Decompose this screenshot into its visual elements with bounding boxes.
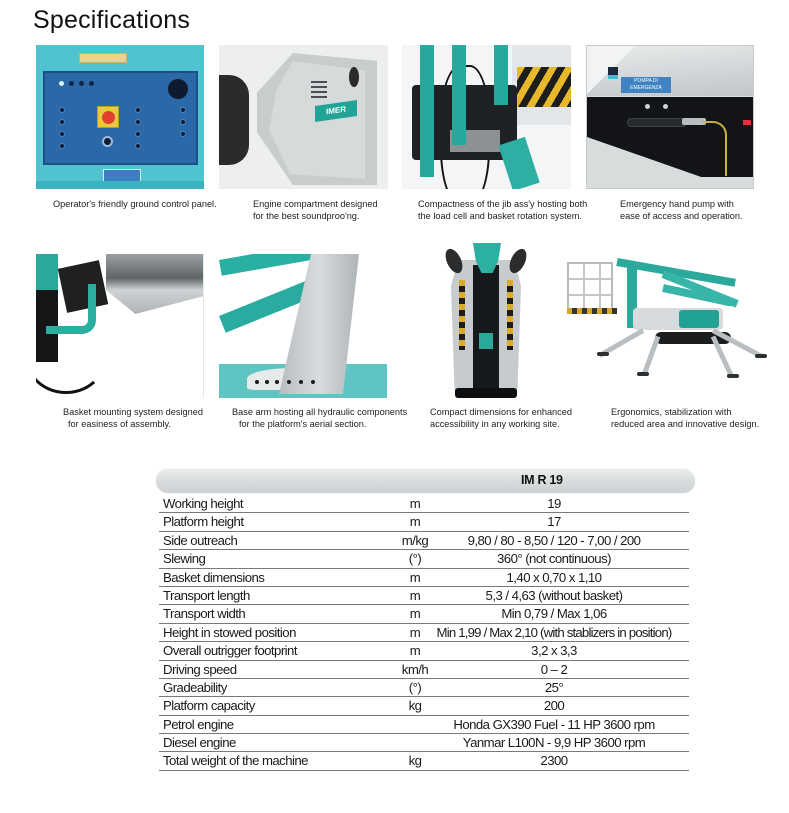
outrigger-foot xyxy=(597,352,609,356)
switch-icon xyxy=(59,107,65,113)
caption-line: Engine compartment designed xyxy=(253,199,378,209)
table-row xyxy=(159,605,689,623)
caption-line: Compact dimensions for enhanced xyxy=(430,407,572,417)
outrigger-leg xyxy=(642,336,660,375)
spec-label: Slewing xyxy=(163,551,206,567)
caption-base-arm xyxy=(232,407,407,430)
spec-value: Honda GX390 Fuel - 11 HP 3600 rpm xyxy=(453,716,655,732)
spec-unit: km/h xyxy=(401,661,429,677)
table-row xyxy=(159,752,689,770)
indicator-led-icon xyxy=(69,81,74,86)
spec-value: 19 xyxy=(547,496,561,511)
bolt-icon xyxy=(275,380,279,384)
spec-label: Petrol engine xyxy=(163,716,234,732)
table-row xyxy=(159,642,689,660)
caption-jib-assembly xyxy=(418,199,587,222)
reservoir-cap xyxy=(608,67,618,79)
table-row xyxy=(159,624,689,642)
spec-value: 17 xyxy=(547,514,561,530)
caption-basket-mounting xyxy=(63,407,203,430)
caption-emergency-pump xyxy=(620,199,743,222)
table-row xyxy=(159,734,689,752)
switch-icon xyxy=(135,119,141,125)
switch-icon xyxy=(135,107,141,113)
spec-value: Min 0,79 / Max 1,06 xyxy=(501,606,607,622)
outrigger-foot xyxy=(727,374,739,378)
caption-control-panel xyxy=(53,199,217,211)
switch-icon xyxy=(180,131,186,137)
page-title: Specifications xyxy=(33,6,191,34)
switch-icon xyxy=(180,119,186,125)
caption-line: Ergonomics, stabilization with xyxy=(611,407,732,417)
switch-icon xyxy=(59,131,65,137)
emergency-pump-photo xyxy=(586,45,754,189)
spec-value: 3,2 x 3,3 xyxy=(531,643,577,659)
basket-mounting-photo xyxy=(36,254,204,398)
bolt-icon xyxy=(311,380,315,384)
ergonomics-stabilization-photo xyxy=(563,248,773,398)
vent-icon xyxy=(311,96,327,98)
spec-value: 25° xyxy=(544,679,564,695)
pump-housing xyxy=(587,97,754,177)
spec-label: Total weight of the machine xyxy=(163,753,308,769)
table-body xyxy=(156,495,696,771)
spec-unit: kg xyxy=(408,753,422,769)
imer-logo: IMER xyxy=(315,100,357,122)
spec-value: 2300 xyxy=(540,753,568,769)
caption-engine-compartment xyxy=(253,199,378,222)
spec-label: Gradeability xyxy=(163,679,227,695)
emergency-label xyxy=(79,53,127,63)
caption-line: Basket mounting system designed xyxy=(63,407,203,417)
imer-logo-icon xyxy=(479,333,493,349)
caption-line: Emergency hand pump with xyxy=(620,199,734,209)
indicator-led-icon xyxy=(89,81,94,86)
spec-unit: m xyxy=(409,643,421,659)
switch-icon xyxy=(180,107,186,113)
specifications-table xyxy=(156,468,696,771)
spec-label: Basket dimensions xyxy=(163,569,265,585)
spec-unit: m xyxy=(409,496,421,511)
table-row xyxy=(159,587,689,605)
caption-ergonomics xyxy=(611,407,759,430)
machine-shadow xyxy=(219,75,249,165)
pump-handle xyxy=(627,118,687,127)
handle-hole xyxy=(349,67,359,87)
hazard-stripes xyxy=(459,280,465,350)
spec-value: 200 xyxy=(543,698,565,714)
model-name: IM R 19 xyxy=(521,473,563,487)
spec-value: 1,40 x 0,70 x 1,10 xyxy=(506,569,602,585)
bolt-icon xyxy=(265,380,269,384)
hydraulic-cable xyxy=(36,324,106,394)
track-base xyxy=(455,388,517,398)
vent-icon xyxy=(311,91,327,93)
jib-arm xyxy=(452,45,466,145)
indicator-led-icon xyxy=(79,81,84,86)
compact-dimensions-photo xyxy=(445,240,527,400)
table-row xyxy=(159,532,689,550)
spec-value: 0 – 2 xyxy=(540,661,568,677)
spec-label: Driving speed xyxy=(163,661,237,677)
caption-compact-dimensions xyxy=(430,407,572,430)
jib-arm xyxy=(494,45,508,105)
ignition-key-icon xyxy=(102,136,113,147)
spec-label: Height in stowed position xyxy=(163,624,296,640)
spec-unit: m xyxy=(409,606,421,622)
spec-label: Diesel engine xyxy=(163,735,236,751)
spec-value: Min 1,99 / Max 2,10 (with stablizers in position) xyxy=(436,624,672,640)
caption-line: for the platform's aerial section. xyxy=(239,418,367,429)
spec-label: Side outreach xyxy=(163,532,238,548)
caption-line: reduced area and innovative design. xyxy=(611,418,760,429)
vent-icon xyxy=(311,81,327,83)
vent-icon xyxy=(311,86,327,88)
spec-value: 5,3 / 4,63 (without basket) xyxy=(485,587,623,603)
control-panel-photo xyxy=(36,45,204,189)
panel-frame xyxy=(36,181,204,189)
spec-unit: (°) xyxy=(408,551,422,567)
spec-unit: (°) xyxy=(408,679,422,695)
spec-label: Platform height xyxy=(163,514,244,530)
spec-unit: m xyxy=(409,624,421,640)
spec-label: Transport length xyxy=(163,587,250,603)
caption-line: Operator's friendly ground control panel. xyxy=(53,199,217,209)
spec-value: Yanmar L100N - 9,9 HP 3600 rpm xyxy=(462,735,646,751)
table-row xyxy=(159,716,689,734)
emergency-stop-icon xyxy=(97,106,119,128)
spec-unit: kg xyxy=(408,698,422,714)
bolt-icon xyxy=(299,380,303,384)
table-header xyxy=(156,468,695,492)
spec-unit: m/kg xyxy=(401,532,429,548)
switch-icon xyxy=(135,131,141,137)
caption-line: for easiness of assembly. xyxy=(68,418,171,429)
spec-unit: m xyxy=(409,514,421,530)
spec-unit: m xyxy=(409,587,421,603)
machine-center xyxy=(473,265,499,395)
table-row xyxy=(159,513,689,531)
caption-line: accessibility in any working site. xyxy=(430,418,560,429)
table-row xyxy=(159,661,689,679)
control-panel-face xyxy=(43,71,198,165)
spec-value: 9,80 / 80 - 8,50 / 120 - 7,00 / 200 xyxy=(467,532,641,548)
switch-icon xyxy=(59,119,65,125)
engine-cover xyxy=(679,310,719,328)
bolt-icon xyxy=(645,104,650,109)
table-row xyxy=(159,697,689,715)
spec-label: Platform capacity xyxy=(163,698,255,714)
yellow-hose xyxy=(703,121,727,176)
table-row xyxy=(159,679,689,697)
caption-line: ease of access and operation. xyxy=(620,210,743,221)
spec-unit: m xyxy=(409,569,421,585)
table-row xyxy=(159,495,689,513)
caption-line: Compactness of the jib ass'y hosting both xyxy=(418,199,588,209)
spec-label: Overall outrigger footprint xyxy=(163,643,297,659)
spec-label: Working height xyxy=(163,496,244,511)
caption-line: for the best soundproo'ng. xyxy=(253,210,360,221)
jib-arm xyxy=(420,45,434,177)
emergency-pump-sign: POMPA DI EMERGENZA xyxy=(621,77,671,93)
spec-label: Transport width xyxy=(163,606,246,622)
caption-line: Base arm hosting all hydraulic components xyxy=(232,407,408,417)
base-arm-photo xyxy=(219,254,387,398)
red-indicator xyxy=(743,120,751,125)
platform-basket xyxy=(567,262,613,312)
switch-icon xyxy=(135,143,141,149)
basket-beam xyxy=(106,254,204,314)
indicator-led-icon xyxy=(59,81,64,86)
basket-bracket xyxy=(498,137,539,189)
table-row xyxy=(159,550,689,568)
bolt-icon xyxy=(663,104,668,109)
bolt-icon xyxy=(255,380,259,384)
basket-floor xyxy=(567,308,617,314)
outrigger-foot xyxy=(755,354,767,358)
caption-line: the load cell and basket rotation system. xyxy=(418,210,582,221)
switch-icon xyxy=(59,143,65,149)
hazard-stripes xyxy=(507,280,513,350)
hazard-stripes xyxy=(517,67,571,107)
jib-assembly-photo xyxy=(402,45,571,189)
dial-icon xyxy=(168,79,188,99)
table-row xyxy=(159,569,689,587)
bolt-icon xyxy=(287,380,291,384)
engine-compartment-photo xyxy=(219,45,388,189)
spec-value: 360° (not continuous) xyxy=(497,551,611,567)
outrigger-foot xyxy=(637,372,649,376)
